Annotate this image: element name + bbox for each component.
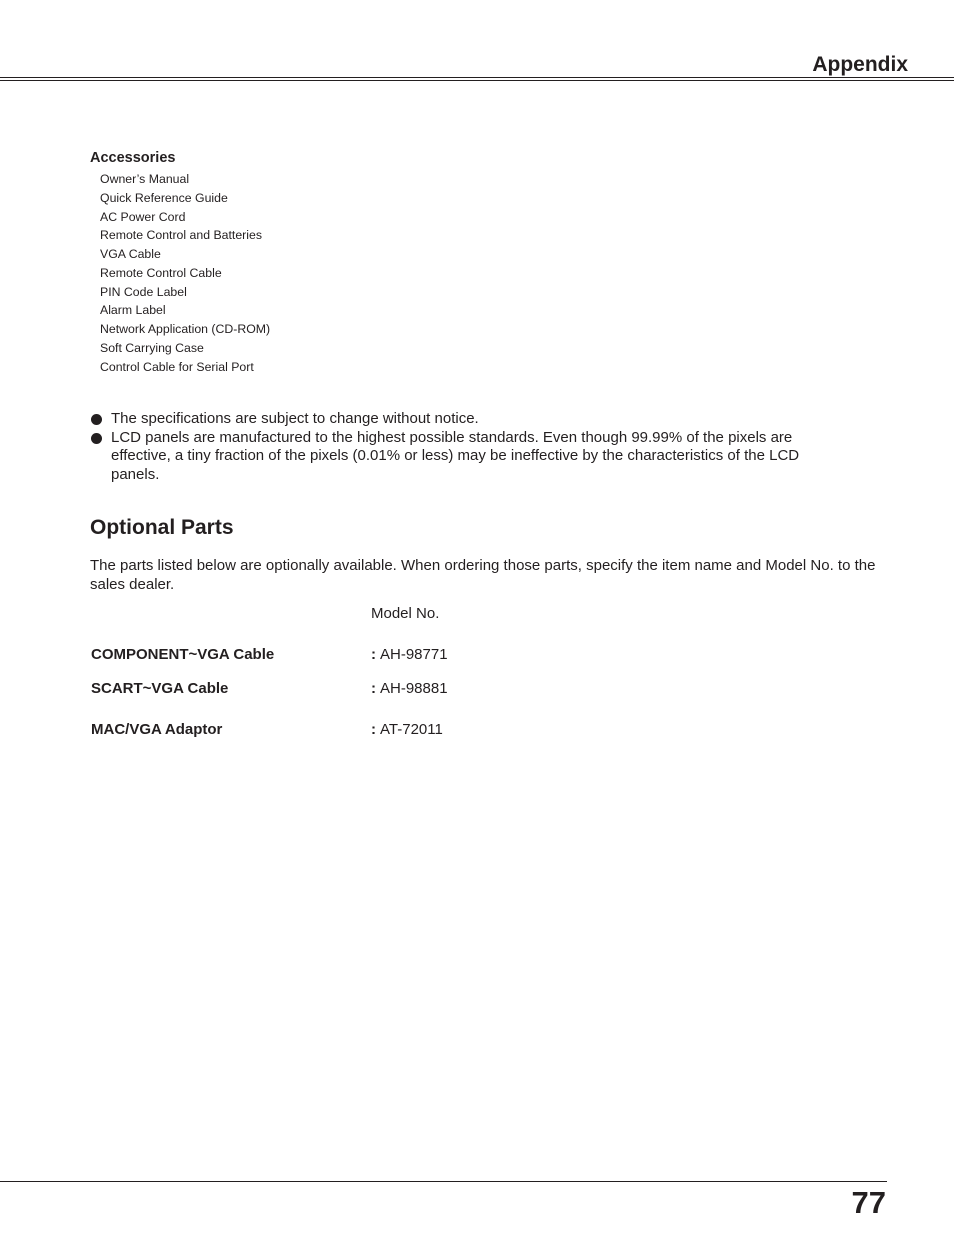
footer-rule	[0, 1181, 887, 1182]
optional-parts-title: Optional Parts	[90, 516, 234, 539]
part-name: COMPONENT~VGA Cable	[91, 646, 275, 663]
list-item: Remote Control Cable	[100, 265, 222, 280]
model-number: AH-98881	[380, 680, 448, 697]
note-text: LCD panels are manufactured to the highest possible standards. Even though 99.99% of the pixels are effective, a tiny fraction of the pixels (0.01% or less) may be ineffective by the characteristics of the LCD panels.	[111, 428, 800, 483]
note-item	[89, 410, 849, 429]
part-name: MAC/VGA Adaptor	[91, 721, 223, 738]
list-item: Network Application (CD-ROM)	[100, 322, 271, 336]
header-rule-bottom	[0, 80, 954, 81]
list-item: PIN Code Label	[100, 284, 187, 299]
separator: :	[371, 646, 376, 663]
model-number: AT-72011	[380, 721, 443, 738]
model-no-header: Model No.	[371, 605, 440, 622]
optional-parts-intro: The parts listed below are optionally available. When ordering those parts, specify the item name and Model No. to the sales dealer.	[90, 557, 876, 593]
part-model	[371, 646, 448, 664]
list-item: Soft Carrying Case	[100, 340, 204, 355]
part-model	[371, 721, 443, 739]
list-item: Alarm Label	[100, 303, 166, 318]
section-header-title: Appendix	[812, 53, 908, 76]
list-item: Remote Control and Batteries	[100, 228, 262, 243]
list-item: AC Power Cord	[100, 209, 186, 224]
part-name: SCART~VGA Cable	[91, 680, 229, 697]
separator: :	[371, 721, 376, 738]
accessories-heading: Accessories	[90, 150, 176, 166]
part-model	[371, 680, 448, 698]
list-item: VGA Cable	[100, 247, 161, 261]
header-rule-top	[0, 77, 954, 78]
model-number: AH-98771	[380, 646, 448, 663]
note-text: The specifications are subject to change without notice.	[111, 410, 479, 427]
list-item: Control Cable for Serial Port	[100, 359, 254, 374]
page-number: 77	[851, 1185, 886, 1220]
accessories-list	[100, 170, 270, 376]
separator: :	[371, 680, 376, 697]
bullet-icon	[91, 433, 102, 444]
list-item: Owner’s Manual	[100, 172, 190, 186]
note-item	[89, 429, 849, 485]
notes-list	[89, 410, 849, 484]
list-item: Quick Reference Guide	[100, 190, 228, 205]
bullet-icon	[91, 414, 102, 425]
